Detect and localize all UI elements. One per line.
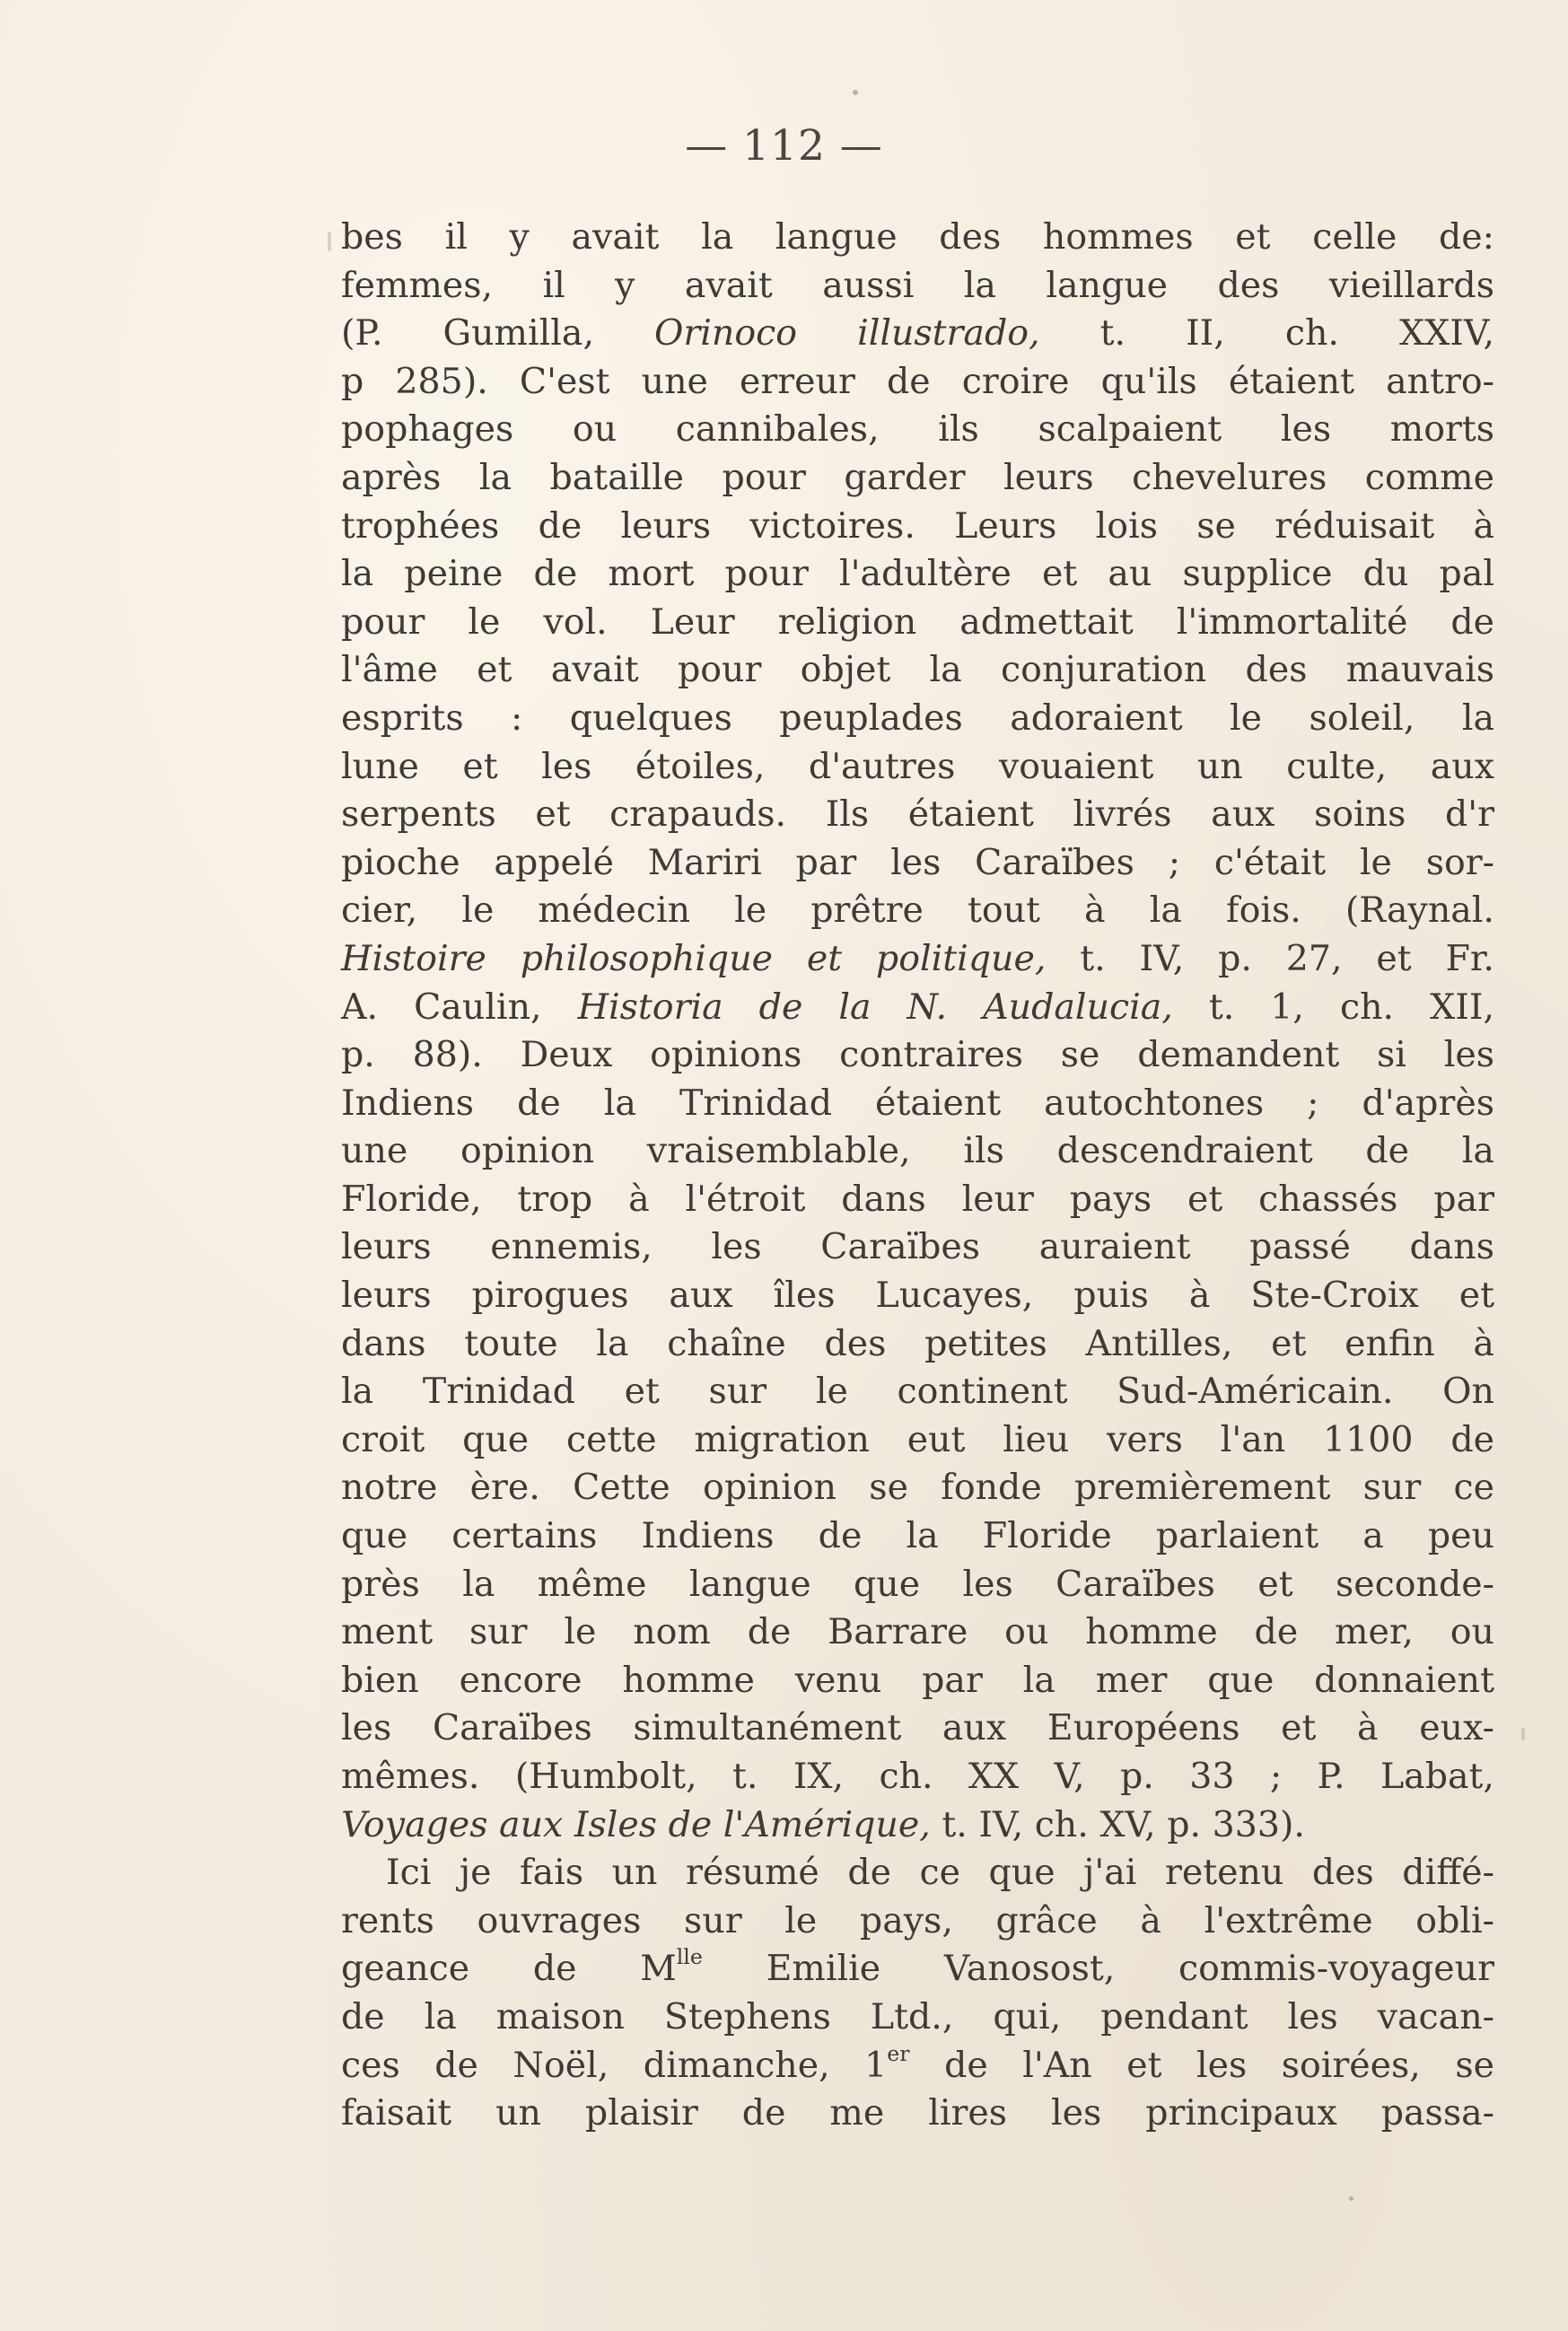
paper-speck <box>1349 2196 1353 2201</box>
text-segment: femmes, il y avait aussi la langue des vieillards <box>341 264 1494 306</box>
text-segment: que certains Indiens de la Floride parlaient a peu <box>341 1515 1494 1557</box>
text-line <box>341 2090 1494 2138</box>
text-line <box>341 214 1494 262</box>
italic-title: Orinoco illustrado, <box>654 312 1040 355</box>
paper-speck <box>853 90 858 95</box>
text-line <box>341 1127 1494 1176</box>
text-line <box>341 1368 1494 1416</box>
text-line <box>341 406 1494 454</box>
text-segment: ment sur le nom de Barrare ou homme de mer, ou <box>341 1611 1494 1653</box>
text-segment: mêmes. (Humbolt, t. IX, ch. XX V, p. 33 ; P. Labat, <box>341 1756 1494 1797</box>
text-segment: t. II, ch. XXIV, <box>1039 312 1494 355</box>
text-segment: dans toute la chaîne des petites Antilles, et enfin à <box>341 1322 1494 1364</box>
text-line <box>341 599 1494 647</box>
text-line <box>341 1223 1494 1272</box>
text-line <box>341 1464 1494 1512</box>
text-line <box>341 310 1494 358</box>
text-line <box>341 984 1494 1032</box>
body-text <box>341 214 1494 2138</box>
text-line <box>341 1416 1494 1465</box>
text-segment: trophées de leurs victoires. Leurs lois se réduisait à <box>341 504 1494 547</box>
text-segment: esprits : quelques peuplades adoraient le soleil, la <box>341 697 1494 739</box>
text-line <box>341 1801 1494 1850</box>
text-segment: notre ère. Cette opinion se fonde premièrement sur ce <box>341 1467 1494 1509</box>
text-line <box>341 839 1494 888</box>
text-line <box>341 1176 1494 1224</box>
text-segment: (P. Gumilla, <box>341 312 655 355</box>
text-line <box>341 791 1494 839</box>
text-segment: geance de M <box>341 1948 677 1990</box>
text-segment: t. IV, p. 27, et Fr. <box>1046 937 1494 979</box>
text-line <box>341 358 1494 407</box>
text-segment: leurs pirogues aux îles Lucayes, puis à Ste-Croix et <box>341 1275 1494 1317</box>
italic-title: Histoire philosophique et politique, <box>341 937 1047 979</box>
text-segment: les Caraïbes simultanément aux Européens et à eux- <box>341 1707 1494 1749</box>
text-segment: rents ouvrages sur le pays, grâce à l'extrême obli- <box>341 1899 1494 1941</box>
text-line <box>341 1320 1494 1369</box>
text-segment: Emilie Vanosost, commis-voyageur <box>702 1948 1494 1990</box>
text-segment: croit que cette migration eut lieu vers l'an 1100 de <box>341 1418 1494 1460</box>
text-line <box>341 1031 1494 1080</box>
text-segment: de l'An et les soirées, se <box>909 2044 1494 2086</box>
text-line <box>341 1512 1494 1561</box>
text-segment: cier, le médecin le prêtre tout à la fois. (Raynal. <box>341 889 1494 932</box>
text-line <box>341 550 1494 599</box>
text-line <box>341 646 1494 695</box>
text-segment: bes il y avait la langue des hommes et celle de: <box>341 216 1494 258</box>
text-segment: faisait un plaisir de me lires les principaux passa- <box>341 2092 1494 2134</box>
text-segment: l'âme et avait pour objet la conjuration des mauvais <box>341 649 1494 691</box>
text-line <box>341 1608 1494 1657</box>
text-line <box>341 1704 1494 1753</box>
text-line <box>341 1994 1494 2042</box>
text-line <box>341 935 1494 984</box>
text-line <box>341 2042 1494 2090</box>
text-line <box>341 1080 1494 1128</box>
text-line <box>341 887 1494 935</box>
text-segment: A. Caulin, <box>341 986 578 1028</box>
text-line <box>341 454 1494 503</box>
paper-speck <box>328 232 331 251</box>
text-line <box>341 1849 1494 1897</box>
superscript: lle <box>676 1944 703 1970</box>
page-number: — 112 — <box>685 121 883 171</box>
text-line <box>341 503 1494 551</box>
text-segment: t. IV, ch. XV, p. 333). <box>930 1803 1305 1845</box>
text-segment: p. 88). Deux opinions contraires se demandent si les <box>341 1034 1494 1076</box>
text-segment: une opinion vraisemblable, ils descendraient de la <box>341 1130 1494 1172</box>
text-segment: lune et les étoiles, d'autres vouaient un culte, aux <box>341 745 1494 787</box>
italic-title: Voyages aux Isles de l'Amérique, <box>341 1803 931 1845</box>
text-line <box>341 1897 1494 1946</box>
paper-speck <box>1521 1728 1525 1740</box>
text-line <box>341 1272 1494 1320</box>
text-segment: Floride, trop à l'étroit dans leur pays et chassés par <box>341 1178 1494 1220</box>
text-segment: bien encore homme venu par la mer que donnaient <box>341 1659 1494 1701</box>
text-segment: t. 1, ch. XII, <box>1172 986 1495 1028</box>
text-segment: pioche appelé Mariri par les Caraïbes ; c'était le sor- <box>341 841 1494 883</box>
text-segment: leurs ennemis, les Caraïbes auraient passé dans <box>341 1226 1494 1268</box>
text-segment: p 285). C'est une erreur de croire qu'ils étaient antro- <box>341 360 1494 402</box>
text-line <box>341 1561 1494 1609</box>
text-segment: après la bataille pour garder leurs chevelures comme <box>341 456 1494 498</box>
text-line <box>341 1657 1494 1705</box>
text-segment: de la maison Stephens Ltd., qui, pendant les vacan- <box>341 1995 1494 2037</box>
text-segment: pour le vol. Leur religion admettait l'immortalité de <box>341 600 1494 643</box>
text-line <box>341 743 1494 792</box>
text-line <box>341 1753 1494 1801</box>
text-segment: pophages ou cannibales, ils scalpaient les morts <box>341 408 1494 451</box>
text-segment: la Trinidad et sur le continent Sud-Américain. On <box>341 1371 1494 1413</box>
text-segment: la peine de mort pour l'adultère et au supplice du pal <box>341 553 1494 595</box>
text-segment: Indiens de la Trinidad étaient autochtones ; d'après <box>341 1082 1494 1124</box>
superscript: er <box>887 2040 910 2066</box>
text-segment: ces de Noël, dimanche, 1 <box>341 2044 888 2086</box>
text-line <box>341 262 1494 311</box>
text-line <box>341 695 1494 743</box>
text-segment: serpents et crapauds. Ils étaient livrés aux soins d'r <box>341 793 1494 836</box>
text-segment: Ici je fais un résumé de ce que j'ai retenu des diffé- <box>386 1852 1494 1894</box>
italic-title: Historia de la N. Audalucia, <box>577 986 1173 1028</box>
text-segment: près la même langue que les Caraïbes et seconde- <box>341 1563 1494 1605</box>
text-line <box>341 1945 1494 1994</box>
